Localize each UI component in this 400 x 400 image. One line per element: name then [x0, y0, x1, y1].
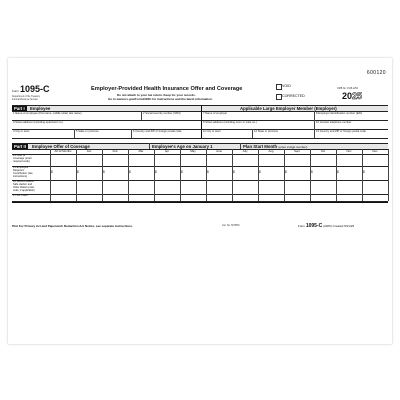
table-col-line — [362, 149, 363, 201]
table-bottom-line — [12, 202, 388, 203]
dollar-sign: $ — [103, 170, 105, 174]
month-cell[interactable] — [155, 181, 180, 194]
plan-start-note: (enter 2-digit number): — [278, 144, 309, 149]
omb-number: OMB No. 1545-2251 — [337, 88, 359, 90]
month-cell[interactable] — [51, 155, 76, 166]
month-cell[interactable] — [103, 195, 128, 201]
month-cell[interactable] — [181, 155, 206, 166]
month-cell[interactable] — [103, 181, 128, 194]
table-col-line — [154, 149, 155, 201]
month-cell[interactable] — [77, 155, 102, 166]
month-cell[interactable] — [285, 167, 310, 180]
month-header: July — [242, 149, 248, 154]
row-label-line: Contribution (see — [13, 172, 33, 175]
table-col-line — [232, 149, 233, 201]
month-cell[interactable] — [233, 155, 258, 166]
month-cell[interactable] — [337, 195, 362, 201]
table-col-line — [128, 149, 129, 201]
tax-year-prefix: 20 — [342, 91, 353, 101]
field-13-label: 13 Country and ZIP or foreign postal code — [316, 129, 366, 133]
month-header: Sept — [294, 149, 300, 154]
form-number: 1095-C — [20, 84, 50, 94]
month-cell[interactable] — [285, 155, 310, 166]
part1-badge: Part I — [14, 106, 25, 111]
dollar-sign: $ — [207, 170, 209, 174]
void-label: VOID — [282, 84, 291, 88]
month-cell[interactable] — [181, 181, 206, 194]
footer-form-number: 1095-C — [305, 222, 323, 229]
table-col-line — [336, 149, 337, 201]
table-col-line — [258, 149, 259, 201]
dollar-sign: $ — [363, 170, 365, 174]
month-cell[interactable] — [181, 195, 206, 201]
month-cell[interactable] — [155, 195, 180, 201]
month-cell[interactable] — [103, 167, 128, 180]
month-cell[interactable] — [129, 155, 154, 166]
field-10-label: 10 Contact telephone number — [316, 120, 352, 124]
table-col-line — [206, 149, 207, 201]
month-cell[interactable] — [207, 181, 232, 194]
month-cell[interactable] — [77, 195, 102, 201]
plan-start-label: Plan Start Month — [243, 143, 278, 149]
footer-form-word: Form — [298, 223, 305, 228]
field-8-label: 8 Employer identification number (EIN) — [316, 111, 363, 115]
row-label-line: required code) — [13, 160, 30, 163]
tax-year-suffix: 25 — [352, 91, 363, 101]
part2-age-label: Employee's Age on January 1 — [152, 143, 213, 149]
coverage-table — [8, 58, 392, 344]
footer-privacy-text: For Privacy Act and Paperwork Reduction Act Notice, see separate instructions. — [18, 223, 133, 228]
month-cell[interactable] — [155, 155, 180, 166]
month-cell[interactable] — [233, 167, 258, 180]
month-header: Aug — [268, 149, 274, 154]
month-cell[interactable] — [181, 167, 206, 180]
month-cell[interactable] — [51, 167, 76, 180]
field-9-label: 9 Street address (including room or suite no.) — [203, 120, 257, 124]
footer-cat-number: Cat. No. 60705M — [222, 225, 240, 227]
month-cell[interactable] — [129, 195, 154, 201]
month-cell[interactable] — [285, 195, 310, 201]
part2-badge: Part II — [14, 144, 26, 149]
field-7-label: 7 Name of employer — [203, 111, 228, 115]
field-3-label: 3 Street address (including apartment no.) — [13, 120, 64, 124]
department-line-2: Internal Revenue Service — [12, 99, 38, 101]
row-label-line: Safe Harbor and — [13, 183, 33, 186]
month-header: Feb — [112, 149, 118, 154]
month-header: Mar — [138, 149, 144, 154]
month-cell[interactable] — [311, 195, 336, 201]
field-12-label: 12 State or province — [254, 129, 279, 133]
row-label-line: Other Relief (enter — [13, 186, 35, 189]
form-subtitle-1: Do not attach to your tax return. Keep for your records. — [117, 93, 196, 97]
corrected-label: CORRECTED — [282, 94, 305, 98]
part1-employee-title: Employee — [30, 105, 51, 111]
month-cell[interactable] — [207, 155, 232, 166]
dollar-sign: $ — [51, 170, 53, 174]
form-title: Employer-Provided Health Insurance Offer and Coverage — [91, 86, 243, 92]
footer-created: Created 5/21/25 — [332, 223, 355, 228]
row-label-line: Required — [13, 169, 24, 172]
form-subtitle-2: Go to www.irs.gov/Form1095C for instructions and the latest information. — [108, 97, 213, 101]
table-col-line — [284, 149, 285, 201]
footer-form-year: (2025) — [323, 223, 332, 228]
department-line-1: Department of the Treasury — [12, 96, 40, 98]
month-cell[interactable] — [311, 155, 336, 166]
field-4-label: 4 City or town — [13, 129, 30, 133]
part2-title: Employee Offer of Coverage — [32, 143, 90, 149]
row-label-line: instructions) — [13, 175, 27, 178]
month-header: Dec — [372, 149, 378, 154]
month-cell[interactable] — [285, 181, 310, 194]
form-code: 600120 — [366, 70, 386, 76]
month-cell[interactable] — [363, 181, 388, 194]
table-col-line — [388, 149, 389, 201]
month-cell[interactable] — [51, 195, 76, 201]
month-cell[interactable] — [77, 181, 102, 194]
month-cell[interactable] — [233, 195, 258, 201]
month-cell[interactable] — [337, 155, 362, 166]
month-cell[interactable] — [155, 167, 180, 180]
table-col-line — [50, 149, 51, 201]
month-cell[interactable] — [207, 195, 232, 201]
month-header: June — [215, 149, 223, 154]
form-1095c-sheet — [8, 58, 392, 344]
month-cell[interactable] — [103, 155, 128, 166]
field-5-label: 5 State or province — [76, 129, 99, 133]
month-header: Nov — [346, 149, 352, 154]
month-cell[interactable] — [363, 167, 388, 180]
month-header: Apr — [164, 149, 170, 154]
row-label-line: 17 ZIP Code — [13, 194, 28, 197]
month-cell[interactable] — [363, 155, 388, 166]
month-cell[interactable] — [259, 155, 284, 166]
table-col-line — [180, 149, 181, 201]
table-col-line — [76, 149, 77, 201]
month-cell[interactable] — [337, 181, 362, 194]
dollar-sign: $ — [77, 170, 79, 174]
month-cell[interactable] — [311, 181, 336, 194]
row-label-line: code, if applicable) — [13, 189, 35, 192]
month-header: May — [190, 149, 196, 154]
month-header: Jan — [86, 149, 92, 154]
dollar-sign: $ — [233, 170, 235, 174]
month-cell[interactable] — [363, 195, 388, 201]
part1-employer-title: Applicable Large Employer Member (Employer) — [240, 105, 337, 111]
field-11-label: 11 City or town — [203, 129, 221, 133]
month-header: Oct — [320, 149, 326, 154]
dollar-sign: $ — [285, 170, 287, 174]
month-cell[interactable] — [337, 167, 362, 180]
footer-privacy: PAA For Privacy Act and Paperwork Reduction Act Notice, see separate instructions. — [12, 223, 133, 228]
row-label-line: 15 Employee — [13, 166, 29, 169]
dollar-sign: $ — [337, 170, 339, 174]
table-col-line — [310, 149, 311, 201]
month-cell[interactable] — [129, 167, 154, 180]
dollar-sign: $ — [155, 170, 157, 174]
table-col-line — [102, 149, 103, 201]
dollar-sign: $ — [311, 170, 313, 174]
row-label-line: 16 Section 4980H — [13, 180, 34, 183]
month-cell[interactable] — [129, 181, 154, 194]
dollar-sign: $ — [181, 170, 183, 174]
row-label-line: Coverage (enter — [13, 157, 32, 160]
field-2-label: 2 Social security number (SSN) — [143, 111, 181, 115]
dollar-sign: $ — [259, 170, 261, 174]
month-cell[interactable] — [233, 181, 258, 194]
form-word: Form — [12, 89, 19, 93]
month-cell[interactable] — [311, 167, 336, 180]
month-cell[interactable] — [77, 167, 102, 180]
dollar-sign: $ — [129, 170, 131, 174]
month-cell[interactable] — [259, 181, 284, 194]
month-cell[interactable] — [259, 195, 284, 201]
month-cell[interactable] — [207, 167, 232, 180]
month-cell[interactable] — [51, 181, 76, 194]
field-1-label: 1 Name of employee (first name, middle initial, last name) — [13, 111, 82, 115]
footer-form-ref — [298, 224, 354, 229]
row-label-line: 14 Offer of — [13, 154, 26, 157]
field-6-label: 6 Country and ZIP or foreign postal code — [133, 129, 182, 133]
month-header: All 12 Months — [54, 149, 72, 154]
month-cell[interactable] — [259, 167, 284, 180]
